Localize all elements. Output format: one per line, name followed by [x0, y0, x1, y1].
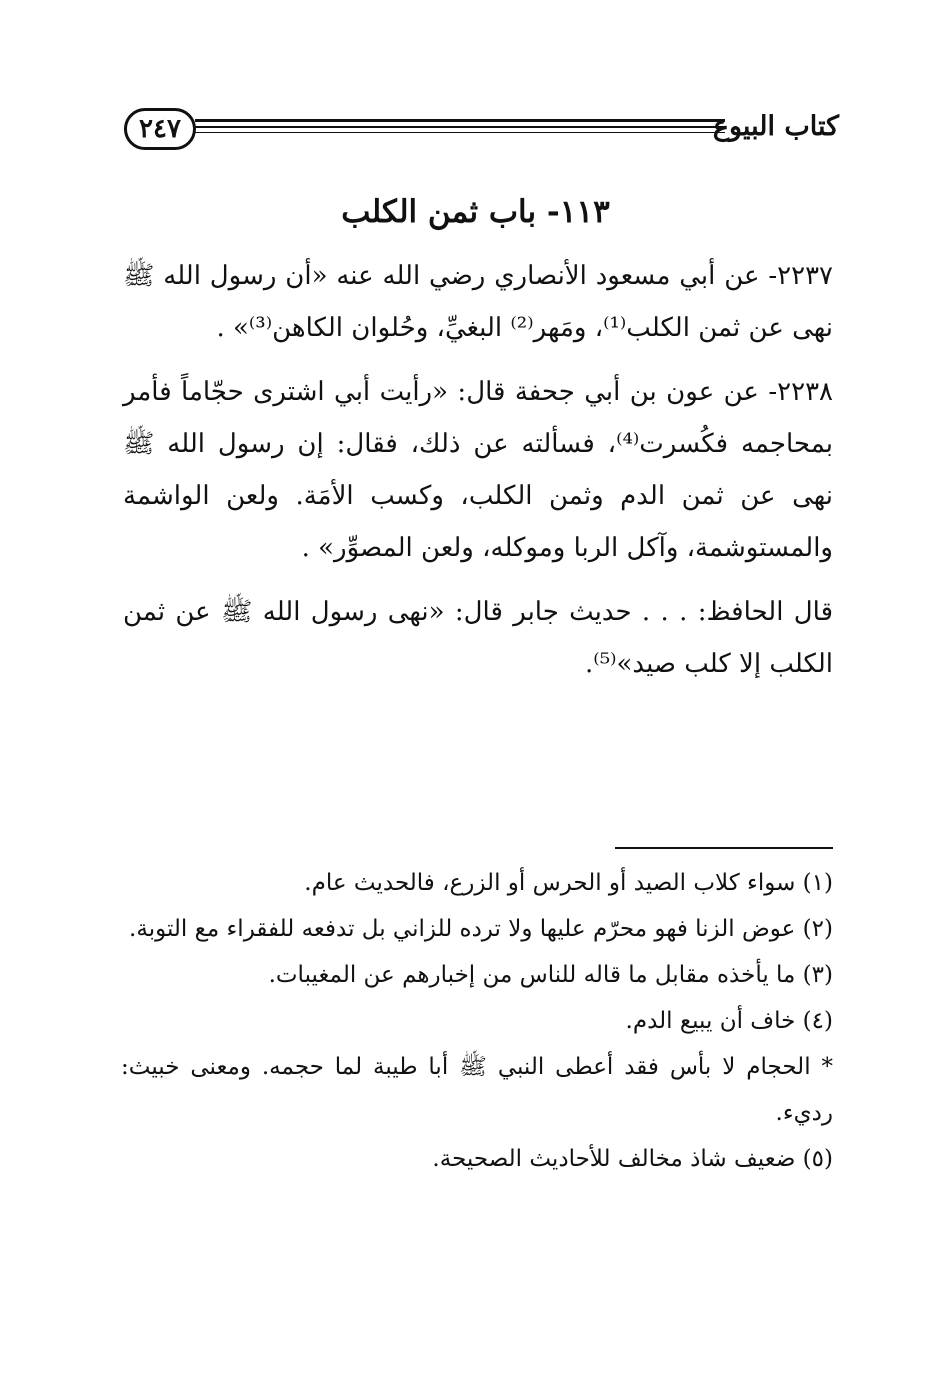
hafiz-comment-paragraph: قال الحافظ: . . . حديث جابر قال: «نهى رسول الله ﷺ عن ثمن الكلب إلا كلب صيد»⁽⁵⁾. [123, 597, 833, 679]
footnote: (٢) عوض الزنا فهو محرّم عليها ولا ترده للزاني بل تدفعه للفقراء مع التوبة. [129, 916, 833, 942]
footnotes [121, 860, 833, 1182]
footnote: * الحجام لا بأس فقد أعطى النبي ﷺ أبا طيبة لما حجمه. ومعنى خبيث: رديء. [121, 1054, 833, 1126]
body-text [123, 250, 833, 702]
hadith-paragraph: ٢٢٣٧- عن أبي مسعود الأنصاري رضي الله عنه «أن رسول الله ﷺ نهى عن ثمن الكلب⁽¹⁾، ومَهر⁽²⁾ البغيِّ، وحُلوان الكاهن⁽³⁾» . [123, 261, 833, 343]
footnote-separator [615, 847, 833, 849]
header-rule [195, 126, 725, 128]
footnote: (٣) ما يأخذه مقابل ما قاله للناس من إخبارهم عن المغيبات. [268, 962, 833, 988]
chapter-title: ١١٣- باب ثمن الكلب [341, 194, 610, 230]
hadith-paragraph: ٢٢٣٨- عن عون بن أبي جحفة قال: «رأيت أبي اشترى حجّاماً فأمر بمحاجمه فكُسرت⁽⁴⁾، فسألته عن ذلك، فقال: إن رسول الله ﷺ نهى عن ثمن الدم وثمن الكلب، وكسب الأمَة. ولعن الواشمة والمستوشمة، وآكل الربا وموكله، ولعن المصوِّر» . [123, 377, 833, 563]
header-rule [195, 119, 725, 122]
footnote: (٤) خاف أن يبيع الدم. [625, 1008, 833, 1034]
page-number: ٢٤٧ [124, 108, 196, 150]
running-head: كتاب البيوع [712, 111, 839, 142]
footnote: (٥) ضعيف شاذ مخالف للأحاديث الصحيحة. [432, 1146, 833, 1172]
footnote: (١) سواء كلاب الصيد أو الحرس أو الزرع، فالحديث عام. [304, 870, 833, 896]
header-rule [195, 132, 725, 133]
